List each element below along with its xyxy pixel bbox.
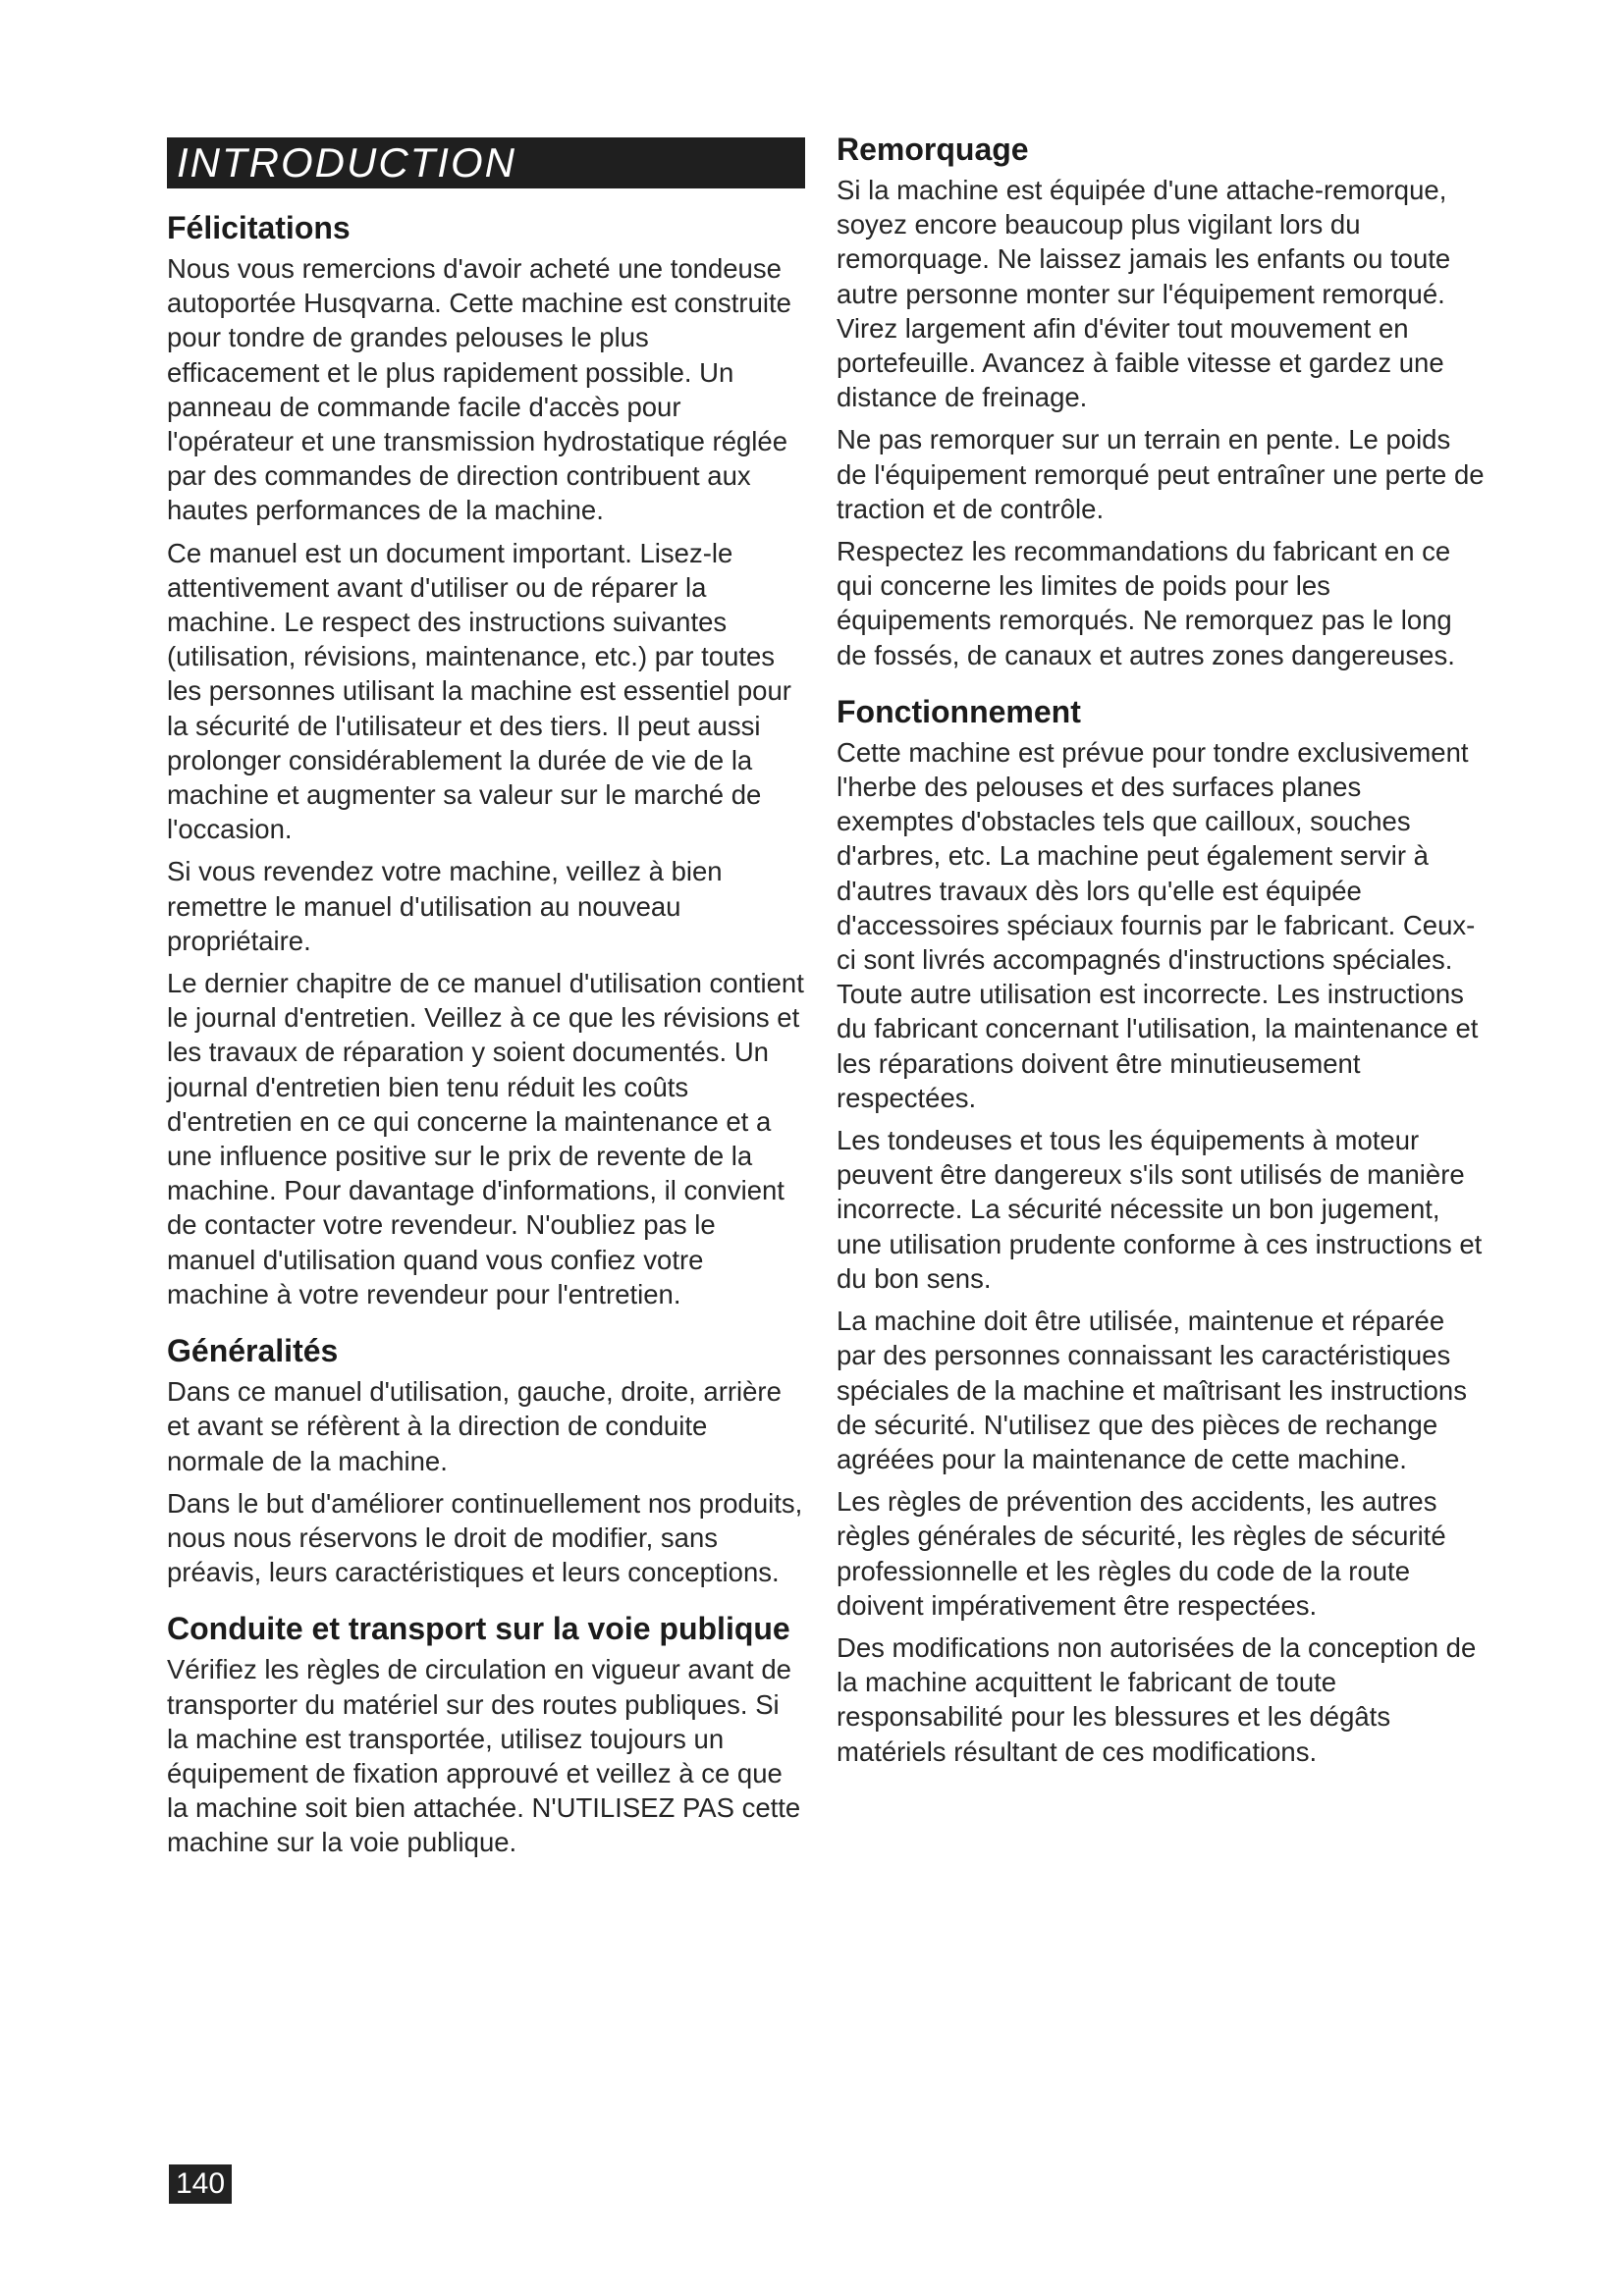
paragraph: Ce manuel est un document important. Lisez-le attentivement avant d'utiliser ou de réparer la machine. Le respect des instructions suivantes (utilisation, révisions, maintenance, etc.) par toutes les personnes utilisant la machine est essentiel pour la sécurité de l'utilisateur et des tiers. Il peut aussi prolonger considérablement la durée de vie de la machine et augmenter sa valeur sur le marché de l'occasion. [167,537,791,845]
paragraph: Si la machine est équipée d'une attache-remorque, soyez encore beaucoup plus vigilant lors du remorquage. Ne laissez jamais les enfants ou toute autre personne monter sur l'équipement remorqué. Virez largement afin d'éviter tout mouvement en portefeuille. Avancez à faible vitesse et gardez une distance de freinage. [837,175,1451,413]
section-remorquage [837,132,1485,672]
paragraph: Dans ce manuel d'utilisation, gauche, droite, arrière et avant se réfèrent à la direction de conduite normale de la machine. [167,1376,782,1476]
paragraph: Le dernier chapitre de ce manuel d'utilisation contient le journal d'entretien. Veillez à ce que les révisions et les travaux de réparation y soient documentés. Un journal d'entretien bien tenu réduit les coûts d'entretien en ce qui concerne la maintenance et a une influence positive sur le prix de revente de la machine. Pour davantage d'informations, il convient de contacter votre revendeur. N'oubliez pas le manuel d'utilisation quand vous confiez votre machine à votre revendeur pour l'entretien. [167,968,804,1309]
paragraph: Les règles de prévention des accidents, les autres règles générales de sécurité, les règles de sécurité professionnelle et les règles du code de la route doivent impérativement être respectées. [837,1486,1446,1621]
section-felicitations [167,210,805,1311]
heading-fonctionnement: Fonctionnement [837,693,1081,729]
section-banner [167,137,805,188]
paragraph: Les tondeuses et tous les équipements à moteur peuvent être dangereux s'ils sont utilisés de manière incorrecte. La sécurité nécessite un bon jugement, une utilisation prudente conforme à ces instructions et du bon sens. [837,1125,1483,1294]
heading-conduite: Conduite et transport sur la voie publique [167,1611,790,1647]
paragraph: Si vous revendez votre machine, veillez à bien remettre le manuel d'utilisation au nouveau propriétaire. [167,856,723,956]
paragraph: Dans le but d'améliorer continuellement nos produits, nous nous réservons le droit de modifier, sans préavis, leurs caractéristiques et leurs conceptions. [167,1487,803,1588]
paragraph: Ne pas remorquer sur un terrain en pente. Le poids de l'équipement remorqué peut entraîner une perte de traction et de contrôle. [837,424,1485,524]
paragraph: Respectez les recommandations du fabricant en ce qui concerne les limites de poids pour les équipements remorqués. Ne remorquez pas le long de fossés, de canaux et autres zones dangereuses. [837,536,1455,670]
banner-title: INTRODUCTION [177,139,516,186]
paragraph: Nous vous remercions d'avoir acheté une tondeuse autoportée Husqvarna. Cette machine est construite pour tondre de grandes pelouses le plus efficacement et le plus rapidement possible. Un panneau de commande facile d'accès pour l'opérateur et une transmission hydrostatique réglée par des commandes de direction contribuent aux hautes performances de la machine. [167,253,791,526]
section-conduite [167,1611,805,1859]
page-number: 140 [169,2164,232,2204]
right-column [837,132,1485,1790]
paragraph: Des modifications non autorisées de la conception de la machine acquittent le fabricant de toute responsabilité pour les blessures et les dégâts matériels résultant de ces modifications. [837,1631,1477,1767]
section-generalites [167,1333,805,1589]
paragraph: Cette machine est prévue pour tondre exclusivement l'herbe des pelouses et des surfaces planes exemptes d'obstacles tels que cailloux, souches d'arbres, etc. La machine peut également servir à d'autres travaux dès lors qu'elle est équipée d'accessoires spéciaux fournis par le fabricant. Ceux-ci sont livrés accompagnés d'instructions spéciales. Toute autre utilisation est incorrecte. Les instructions du fabricant concernant l'utilisation, la maintenance et les réparations doivent être minutieusement respectées. [837,736,1479,1113]
left-column [167,137,805,1882]
heading-generalites: Généralités [167,1333,339,1369]
heading-felicitations: Félicitations [167,210,351,245]
section-fonctionnement [837,694,1485,1769]
paragraph: La machine doit être utilisée, maintenue et réparée par des personnes connaissant les caractéristiques spéciales de la machine et maîtrisant les instructions de sécurité. N'utilisez que des pièces de rechange agréées pour la maintenance de cette machine. [837,1306,1467,1474]
heading-remorquage: Remorquage [837,132,1029,167]
paragraph: Vérifiez les règles de circulation en vigueur avant de transporter du matériel sur des routes publiques. Si la machine est transportée, utilisez toujours un équipement de fixation approuvé et veillez à ce que la machine soit bien attachée. N'UTILISEZ PAS cette machine sur la voie publique. [167,1654,801,1858]
